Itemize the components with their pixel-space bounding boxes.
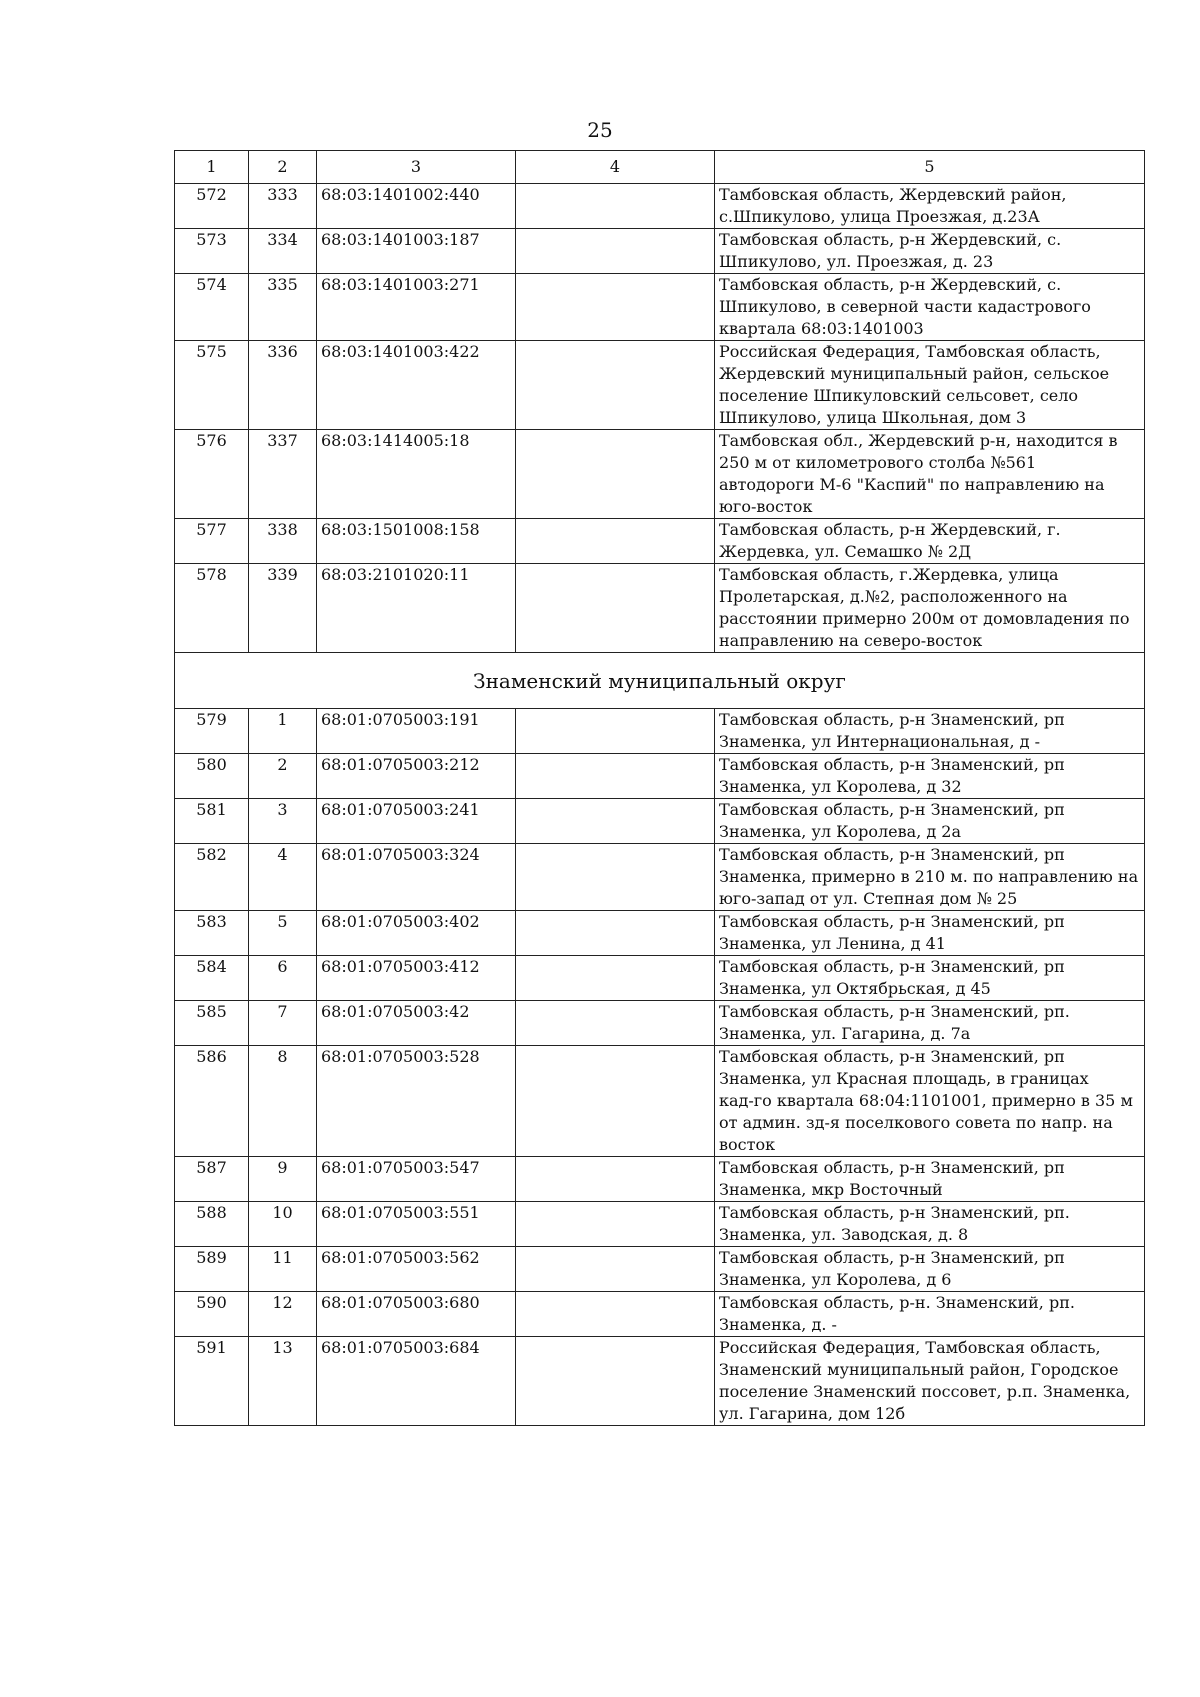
row-number-cell: 588 [175,1202,249,1247]
address-cell [715,1157,1145,1202]
address-cell [715,564,1145,653]
local-number-cell: 10 [249,1202,317,1247]
address-line: Тамбовская область, р-н. Знаменский, рп. [719,1293,1075,1312]
row-number-cell: 583 [175,911,249,956]
column-header-2: 2 [249,151,317,184]
address-line: Знаменка, ул Ленина, д 41 [719,934,946,953]
column-4-cell [516,341,715,430]
table-row [175,1337,1145,1426]
address-cell [715,519,1145,564]
column-4-cell [516,229,715,274]
address-line: расстоянии примерно 200м от домовладения по [719,609,1130,628]
cadastral-number-cell: 68:03:1401003:271 [317,274,516,341]
address-line: Знаменка, ул Королева, д 2а [719,822,962,841]
local-number-cell: 8 [249,1046,317,1157]
table-body [175,184,1145,1426]
row-number-cell: 587 [175,1157,249,1202]
cadastral-number-cell: 68:01:0705003:241 [317,799,516,844]
column-header-5: 5 [715,151,1145,184]
address-line: Тамбовская область, р-н Знаменский, рп. [719,1002,1070,1021]
column-4-cell [516,430,715,519]
row-number-cell: 577 [175,519,249,564]
table-row [175,1247,1145,1292]
table-row [175,274,1145,341]
row-number-cell: 581 [175,799,249,844]
cadastral-number-cell: 68:01:0705003:212 [317,754,516,799]
table-row [175,341,1145,430]
row-number-cell: 573 [175,229,249,274]
table-row [175,1292,1145,1337]
table-row [175,1001,1145,1046]
address-line: Знаменка, ул Красная площадь, в границах [719,1069,1089,1088]
address-line: Российская Федерация, Тамбовская область, [719,342,1101,361]
address-line: Знаменка, ул Октябрьская, д 45 [719,979,991,998]
address-cell [715,1202,1145,1247]
address-line: Тамбовская область, р-н Жердевский, с. [719,230,1062,249]
page-number: 25 [587,118,613,142]
table-row [175,799,1145,844]
address-line: поселение Знаменский поссовет, р.п. Знаменка, [719,1382,1131,1401]
column-4-cell [516,1337,715,1426]
address-cell [715,341,1145,430]
table-row [175,709,1145,754]
row-number-cell: 575 [175,341,249,430]
address-cell [715,430,1145,519]
local-number-cell: 337 [249,430,317,519]
address-cell [715,1247,1145,1292]
address-line: Знаменка, ул Интернациональная, д - [719,732,1040,751]
column-4-cell [516,564,715,653]
local-number-cell: 6 [249,956,317,1001]
row-number-cell: 580 [175,754,249,799]
address-line: направлению на северо-восток [719,631,983,650]
row-number-cell: 586 [175,1046,249,1157]
column-4-cell [516,1202,715,1247]
address-line: Тамбовская область, Жердевский район, [719,185,1067,204]
address-line: юго-восток [719,497,813,516]
local-number-cell: 339 [249,564,317,653]
address-cell [715,274,1145,341]
column-header-4: 4 [516,151,715,184]
cadastral-number-cell: 68:01:0705003:547 [317,1157,516,1202]
local-number-cell: 338 [249,519,317,564]
local-number-cell: 3 [249,799,317,844]
address-line: Шпикулово, ул. Проезжая, д. 23 [719,252,994,271]
section-title: Знаменский муниципальный округ [175,653,1145,709]
address-line: Тамбовская область, р-н Жердевский, с. [719,275,1062,294]
address-line: Российская Федерация, Тамбовская область, [719,1338,1101,1357]
column-4-cell [516,274,715,341]
address-cell [715,1337,1145,1426]
cadastral-number-cell: 68:01:0705003:680 [317,1292,516,1337]
column-4-cell [516,1046,715,1157]
row-number-cell: 591 [175,1337,249,1426]
column-4-cell [516,709,715,754]
cadastral-number-cell: 68:01:0705003:528 [317,1046,516,1157]
address-line: Жердевка, ул. Семашко № 2Д [719,542,972,561]
address-line: Тамбовская обл., Жердевский р-н, находится в [719,431,1118,450]
column-4-cell [516,844,715,911]
address-line: от админ. зд-я поселкового совета по напр. на [719,1113,1113,1132]
address-line: квартала 68:03:1401003 [719,319,924,338]
local-number-cell: 334 [249,229,317,274]
cadastral-number-cell: 68:03:1401003:187 [317,229,516,274]
cadastral-number-cell: 68:01:0705003:402 [317,911,516,956]
row-number-cell: 585 [175,1001,249,1046]
address-line: Тамбовская область, р-н Знаменский, рп [719,800,1065,819]
local-number-cell: 9 [249,1157,317,1202]
table-row [175,519,1145,564]
column-4-cell [516,799,715,844]
table-row [175,911,1145,956]
address-line: Знаменский муниципальный район, Городское [719,1360,1119,1379]
column-header-3: 3 [317,151,516,184]
column-4-cell [516,956,715,1001]
address-line: Шпикулово, в северной части кадастрового [719,297,1091,316]
local-number-cell: 336 [249,341,317,430]
table-row [175,956,1145,1001]
address-cell [715,754,1145,799]
column-4-cell [516,519,715,564]
row-number-cell: 576 [175,430,249,519]
row-number-cell: 590 [175,1292,249,1337]
address-line: Знаменка, примерно в 210 м. по направлению на [719,867,1139,886]
local-number-cell: 13 [249,1337,317,1426]
address-line: Тамбовская область, р-н Знаменский, рп [719,957,1065,976]
address-cell [715,184,1145,229]
cadastral-number-cell: 68:03:1401003:422 [317,341,516,430]
row-number-cell: 572 [175,184,249,229]
address-line: Жердевский муниципальный район, сельское [719,364,1110,383]
cadastral-number-cell: 68:03:1401002:440 [317,184,516,229]
address-line: автодороги М-6 "Каспий" по направлению на [719,475,1105,494]
local-number-cell: 2 [249,754,317,799]
address-line: Тамбовская область, р-н Знаменский, рп [719,1047,1065,1066]
address-line: Знаменка, мкр Восточный [719,1180,943,1199]
table-row [175,1202,1145,1247]
table-row [175,1157,1145,1202]
address-line: 250 м от километрового столба №561 [719,453,1037,472]
address-line: Тамбовская область, р-н Жердевский, г. [719,520,1061,539]
address-line: Шпикулово, улица Школьная, дом 3 [719,408,1027,427]
address-cell [715,1046,1145,1157]
column-4-cell [516,911,715,956]
row-number-cell: 579 [175,709,249,754]
column-number-row [175,151,1145,184]
address-line: Знаменка, д. - [719,1315,837,1334]
table-row [175,184,1145,229]
column-header-1: 1 [175,151,249,184]
address-line: Знаменка, ул Королева, д 6 [719,1270,952,1289]
section-header-row [175,653,1145,709]
cadastral-number-cell: 68:01:0705003:562 [317,1247,516,1292]
address-cell [715,911,1145,956]
row-number-cell: 589 [175,1247,249,1292]
table-row [175,844,1145,911]
table-row [175,430,1145,519]
local-number-cell: 5 [249,911,317,956]
address-line: Тамбовская область, р-н Знаменский, рп [719,710,1065,729]
address-line: Тамбовская область, г.Жердевка, улица [719,565,1059,584]
address-line: Тамбовская область, р-н Знаменский, рп [719,845,1065,864]
table-row [175,754,1145,799]
local-number-cell: 333 [249,184,317,229]
table-row [175,229,1145,274]
address-line: ул. Гагарина, дом 12б [719,1404,906,1423]
cadastral-number-cell: 68:01:0705003:191 [317,709,516,754]
column-4-cell [516,1157,715,1202]
table-row [175,564,1145,653]
column-4-cell [516,1001,715,1046]
table-header [175,151,1145,184]
row-number-cell: 584 [175,956,249,1001]
cadastral-number-cell: 68:03:2101020:11 [317,564,516,653]
address-line: Тамбовская область, р-н Знаменский, рп [719,912,1065,931]
address-cell [715,844,1145,911]
address-cell [715,799,1145,844]
address-cell [715,1001,1145,1046]
address-line: Знаменка, ул Королева, д 32 [719,777,962,796]
row-number-cell: 578 [175,564,249,653]
local-number-cell: 1 [249,709,317,754]
local-number-cell: 12 [249,1292,317,1337]
address-cell [715,229,1145,274]
local-number-cell: 4 [249,844,317,911]
column-4-cell [516,1292,715,1337]
cadastral-number-cell: 68:01:0705003:42 [317,1001,516,1046]
column-4-cell [516,754,715,799]
address-line: кад-го квартала 68:04:1101001, примерно в 35 м [719,1091,1133,1110]
row-number-cell: 574 [175,274,249,341]
local-number-cell: 11 [249,1247,317,1292]
local-number-cell: 7 [249,1001,317,1046]
address-line: Пролетарская, д.№2, расположенного на [719,587,1068,606]
address-cell [715,1292,1145,1337]
cadastral-number-cell: 68:01:0705003:324 [317,844,516,911]
address-line: Тамбовская область, р-н Знаменский, рп. [719,1203,1070,1222]
address-cell [715,709,1145,754]
land-plot-table [174,150,1145,1426]
local-number-cell: 335 [249,274,317,341]
address-line: Знаменка, ул. Заводская, д. 8 [719,1225,969,1244]
address-line: Тамбовская область, р-н Знаменский, рп [719,1248,1065,1267]
address-cell [715,956,1145,1001]
cadastral-number-cell: 68:03:1501008:158 [317,519,516,564]
column-4-cell [516,1247,715,1292]
address-line: Знаменка, ул. Гагарина, д. 7а [719,1024,971,1043]
address-line: поселение Шпикуловский сельсовет, село [719,386,1079,405]
address-line: юго-запад от ул. Степная дом № 25 [719,889,1018,908]
address-line: восток [719,1135,776,1154]
cadastral-number-cell: 68:01:0705003:412 [317,956,516,1001]
table-row [175,1046,1145,1157]
row-number-cell: 582 [175,844,249,911]
column-4-cell [516,184,715,229]
address-line: Тамбовская область, р-н Знаменский, рп [719,755,1065,774]
cadastral-number-cell: 68:01:0705003:684 [317,1337,516,1426]
address-line: с.Шпикулово, улица Проезжая, д.23А [719,207,1040,226]
cadastral-number-cell: 68:03:1414005:18 [317,430,516,519]
cadastral-number-cell: 68:01:0705003:551 [317,1202,516,1247]
address-line: Тамбовская область, р-н Знаменский, рп [719,1158,1065,1177]
